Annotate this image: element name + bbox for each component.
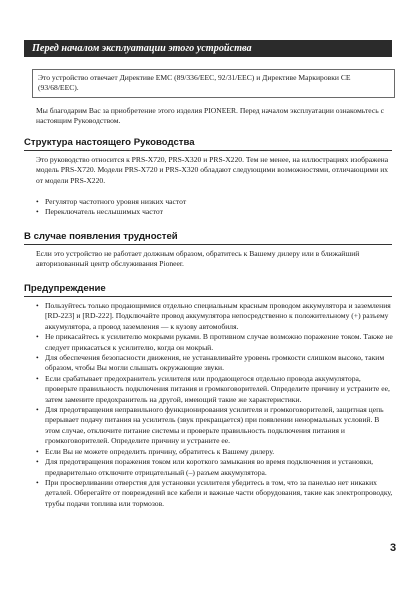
bullet-icon: • <box>36 477 39 487</box>
bullet-icon: • <box>36 207 39 217</box>
list-item: • При просверливании отверстия для установки усилителя убедитесь в том, что за панелью нет никаких деталей. Оберегайте от повреждений все кабели и важные части оборудования, такие как электропроводку, трубы подачи топлива или тормозов. <box>36 477 393 508</box>
page-number: 3 <box>390 542 397 554</box>
structure-feature-list <box>36 197 394 218</box>
bullet-icon: • <box>36 446 39 456</box>
structure-paragraph: Это руководство относится к PRS-X720, PRS-X320 и PRS-X220. Тем не менее, на иллюстрациях изображена модель PRS-X720. Модели PRS-X720 и PRS-X320 обладают следующими возможностями, отличающими их от модели PRS-X220. <box>36 155 389 185</box>
heading-structure: Структура настоящего Руководства <box>24 136 392 151</box>
bullet-icon: • <box>36 197 39 206</box>
list-item: • Не прикасайтесь к усилителю мокрыми руками. В противном случае возможно поражение током. Также не следует прикасаться к усилителю, когда он мокрый. <box>36 332 393 352</box>
warning-list <box>36 301 394 509</box>
bullet-icon: • <box>36 353 39 363</box>
list-item: • Если срабатывает предохранитель усилителя или продающегося отдельно провода аккумулятора, проверьте правильность подключения питания и громкоговорителей. Определите причину и устраните ее, затем замените предохранитель на другой, имеющий такие же характеристики. <box>36 373 390 404</box>
compliance-notice: Это устройство отвечает Директиве EMC (89/336/EEC, 92/31/EEC) и Директиве Маркировки CE (93/68/EEC). <box>32 69 395 98</box>
list-item: • Для предотвращения поражения током или короткого замыкания во время подключения и установки, предварительно отключите отрицательный (–) разъем аккумулятора. <box>36 457 374 477</box>
bullet-icon: • <box>36 332 39 342</box>
heading-warning: Предупреждение <box>24 282 392 297</box>
list-item: • Регулятор частотного уровня низких частот <box>36 197 187 206</box>
bullet-icon: • <box>36 405 39 415</box>
section-banner: Перед началом эксплуатации этого устройства <box>24 40 392 57</box>
bullet-icon: • <box>36 457 39 467</box>
bullet-icon: • <box>36 301 39 310</box>
list-item: • Если Вы не можете определить причину, обратитесь к Вашему дилеру. <box>36 446 275 456</box>
intro-paragraph: Мы благодарим Вас за приобретение этого изделия PIONEER. Перед началом эксплуатации ознакомьтесь с настоящим Руководством. <box>36 106 384 126</box>
list-item: • Для обеспечения безопасности движения, не устанавливайте уровень громкости слишком высоко, таким образом, чтобы Вы могли слышать окружающие звуки. <box>36 353 385 373</box>
list-item: • Переключатель неслышимых частот <box>36 207 163 217</box>
list-item: • Для предотвращения неправильного функционирования усилителя и громкоговорителей, защитная цепь прерывает подачу питания на усилитель (звук прекращается) при появлении ненормальных условий. В этом случае, отключите питание системы и проверьте правильность подключения питания и громкоговорителей. Определите причину и устраните ее. <box>36 405 384 446</box>
list-item: • Пользуйтесь только продающимися отдельно специальным красным проводом аккумулятора и заземления [RD-223] и [RD-222]. Подключайте провод аккумулятора непосредственно к положительному (+) разъему аккумулятора, а провод заземления — к кузову автомобиля. <box>36 301 391 331</box>
bullet-icon: • <box>36 373 39 383</box>
heading-troubleshooting: В случае появления трудностей <box>24 230 392 245</box>
troubleshooting-paragraph: Если это устройство не работает должным образом, обратитесь к Вашему дилеру или в ближайший авторизованный центр обслуживания Pioneer. <box>36 249 360 269</box>
